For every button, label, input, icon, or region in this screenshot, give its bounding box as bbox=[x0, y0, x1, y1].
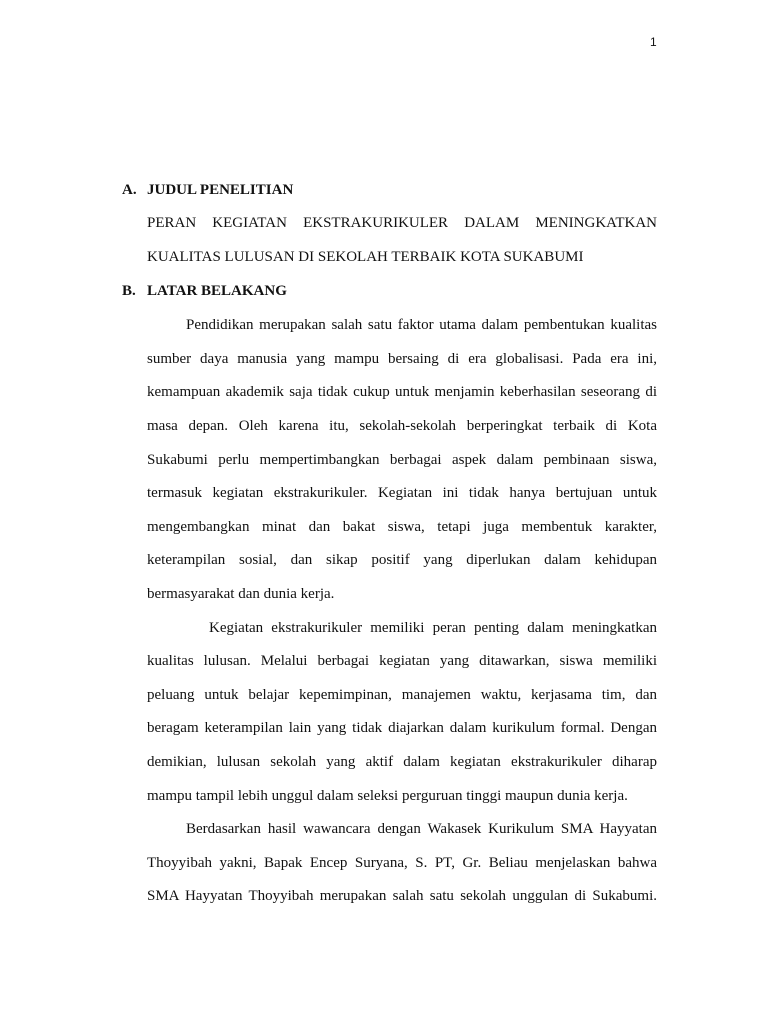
section-a-heading: JUDUL PENELITIAN bbox=[147, 182, 294, 198]
section-b-marker: B. bbox=[122, 283, 136, 299]
paragraph-line: Pendidikan merupakan salah satu faktor utama dalam pembentukan kualitas bbox=[186, 317, 657, 333]
paragraph-line: SMA Hayyatan Thoyyibah merupakan salah satu sekolah unggulan di Sukabumi. bbox=[147, 888, 657, 904]
paragraph-line: keterampilan sosial, dan sikap positif yang diperlukan dalam kehidupan bbox=[147, 552, 657, 568]
section-a-marker: A. bbox=[122, 182, 137, 198]
paragraph-line: bermasyarakat dan dunia kerja. bbox=[147, 586, 335, 602]
research-title-line: KUALITAS LULUSAN DI SEKOLAH TERBAIK KOTA SUKABUMI bbox=[147, 249, 584, 265]
paragraph-line: peluang untuk belajar kepemimpinan, manajemen waktu, kerjasama tim, dan bbox=[147, 687, 657, 703]
research-title-line: PERAN KEGIATAN EKSTRAKURIKULER DALAM MENINGKATKAN bbox=[147, 215, 657, 231]
paragraph-line: Thoyyibah yakni, Bapak Encep Suryana, S. PT, Gr. Beliau menjelaskan bahwa bbox=[147, 855, 657, 871]
paragraph-line: demikian, lulusan sekolah yang aktif dalam kegiatan ekstrakurikuler diharap bbox=[147, 754, 657, 770]
paragraph-line: kualitas lulusan. Melalui berbagai kegiatan yang ditawarkan, siswa memiliki bbox=[147, 653, 657, 669]
paragraph-line: Sukabumi perlu mempertimbangkan berbagai aspek dalam pembinaan siswa, bbox=[147, 452, 657, 468]
paragraph-line: Berdasarkan hasil wawancara dengan Wakasek Kurikulum SMA Hayyatan bbox=[186, 821, 657, 837]
page-number: 1 bbox=[650, 35, 657, 49]
paragraph-line: sumber daya manusia yang mampu bersaing di era globalisasi. Pada era ini, bbox=[147, 351, 657, 367]
paragraph-line: termasuk kegiatan ekstrakurikuler. Kegiatan ini tidak hanya bertujuan untuk bbox=[147, 485, 657, 501]
paragraph-line: Kegiatan ekstrakurikuler memiliki peran penting dalam meningkatkan bbox=[209, 620, 657, 636]
paragraph-line: masa depan. Oleh karena itu, sekolah-sekolah berperingkat terbaik di Kota bbox=[147, 418, 657, 434]
paragraph-line: mampu tampil lebih unggul dalam seleksi perguruan tinggi maupun dunia kerja. bbox=[147, 788, 628, 804]
paragraph-line: beragam keterampilan lain yang tidak diajarkan dalam kurikulum formal. Dengan bbox=[147, 720, 657, 736]
paragraph-line: mengembangkan minat dan bakat siswa, tetapi juga membentuk karakter, bbox=[147, 519, 657, 535]
section-b-heading: LATAR BELAKANG bbox=[147, 283, 287, 299]
paragraph-line: kemampuan akademik saja tidak cukup untuk menjamin keberhasilan seseorang di bbox=[147, 384, 657, 400]
